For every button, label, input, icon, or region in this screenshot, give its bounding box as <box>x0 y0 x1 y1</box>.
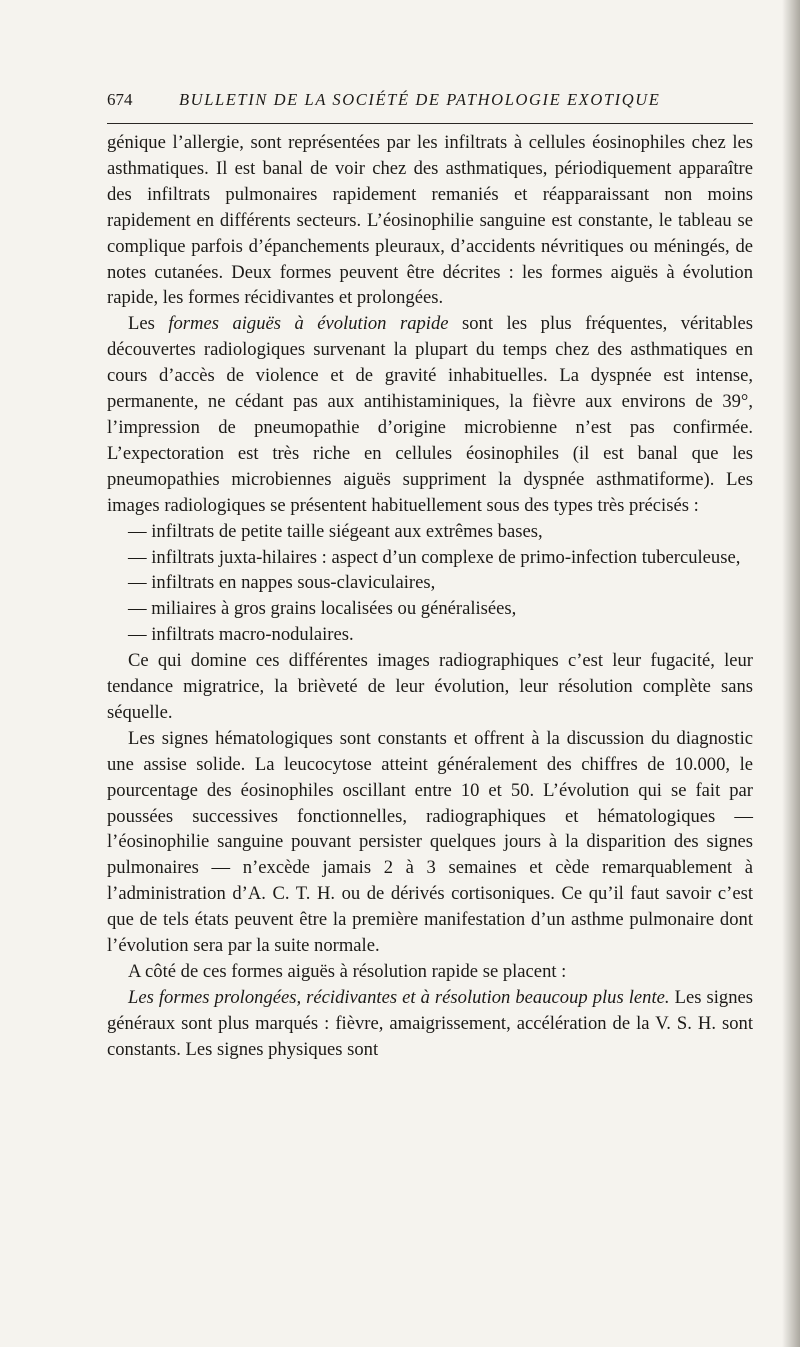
paragraph-6-italic: Les formes prolongées, récidivantes et à résolution beaucoup plus lente. <box>128 986 670 1008</box>
list-item: — infiltrats juxta-hilaires : aspect d’un complexe de primo-infection tuberculeuse, <box>128 546 741 568</box>
paragraph-6-rest: Les signes généraux sont plus marqués : fièvre, amaigrissement, accélération de la V. S. H. sont constants. Les signes physiques sont <box>107 986 753 1060</box>
paragraph-2 <box>107 311 753 518</box>
list-item: — infiltrats en nappes sous-claviculaires, <box>128 572 436 594</box>
page-header <box>107 88 753 116</box>
page-number: 674 <box>107 90 133 109</box>
list-item: — infiltrats de petite taille siégeant aux extrêmes bases, <box>128 520 543 542</box>
paragraph-2-lead: Les <box>128 313 169 335</box>
paragraph-6 <box>107 985 753 1063</box>
paragraph-4: Les signes hématologiques sont constants et offrent à la discussion du diagnostic une assise solide. La leucocytose atteint généralement des chiffres de 10.000, le pourcentage des éosinophiles oscillant entre 10 et 50. L’évolution qui se fait par poussées successives fonctionnelles, radiographiques et hématologiques — l’éosinophilie sanguine pouvant persister quelques jours à la disparition des signes pulmonaires — n’excède jamais 2 à 3 semaines et cède remarquablement à l’administration d’A. C. T. H. ou de dérivés cortisoniques. Ce qu’il faut savoir c’est que de tels états peuvent être la première manifestation d’un asthme pulmonaire dont l’évolution sera par la suite normale. <box>107 727 753 957</box>
list-item: — miliaires à gros grains localisées ou généralisées, <box>128 598 517 620</box>
page-edge-shadow <box>782 0 800 1347</box>
running-title: BULLETIN DE LA SOCIÉTÉ DE PATHOLOGIE EXOTIQUE <box>179 90 661 109</box>
list-item: — infiltrats macro-nodulaires. <box>128 624 354 646</box>
body-text <box>107 130 753 1063</box>
paragraph-5: A côté de ces formes aiguës à résolution rapide se placent : <box>128 961 567 982</box>
paragraph-2-italic: formes aiguës à évolution rapide <box>168 313 449 335</box>
header-rule <box>107 123 753 124</box>
paragraph-3: Ce qui domine ces différentes images radiographiques c’est leur fugacité, leur tendance migratrice, la brièveté de leur évolution, leur résolution complète sans séquelle. <box>107 650 753 723</box>
paragraph-1: génique l’allergie, sont représentées par les infiltrats à cellules éosinophiles chez les asthmatiques. Il est banal de voir chez des asthmatiques, périodiquement apparaître des infiltrats pulmonaires rapidement remaniés et réapparaissant non moins rapidement en différents secteurs. L’éosinophilie sanguine est constante, le tableau se complique parfois d’épanchements pleuraux, d’accidents névritiques ou méningés, de notes cutanées. Deux formes peuvent être décrites : les formes aiguës à évolution rapide, les formes récidivantes et prolongées. <box>107 132 753 309</box>
paragraph-2-rest: sont les plus fréquentes, véritables découvertes radiologiques survenant la plupart du temps chez des asthmatiques en cours d’accès de violence et de gravité inhabituelles. La dyspnée est intense, permanente, ne cédant pas aux antihistaminiques, la fièvre aux environs de 39°, l’impression de pneumopathie d’origine microbienne n’est pas confirmée. L’expectoration est très riche en cellules éosinophiles (il est banal que les pneumopathies microbiennes aiguës suppriment la dyspnée asthmatiforme). Les images radiologiques se présentent habituellement sous des types très précisés : <box>107 313 753 516</box>
